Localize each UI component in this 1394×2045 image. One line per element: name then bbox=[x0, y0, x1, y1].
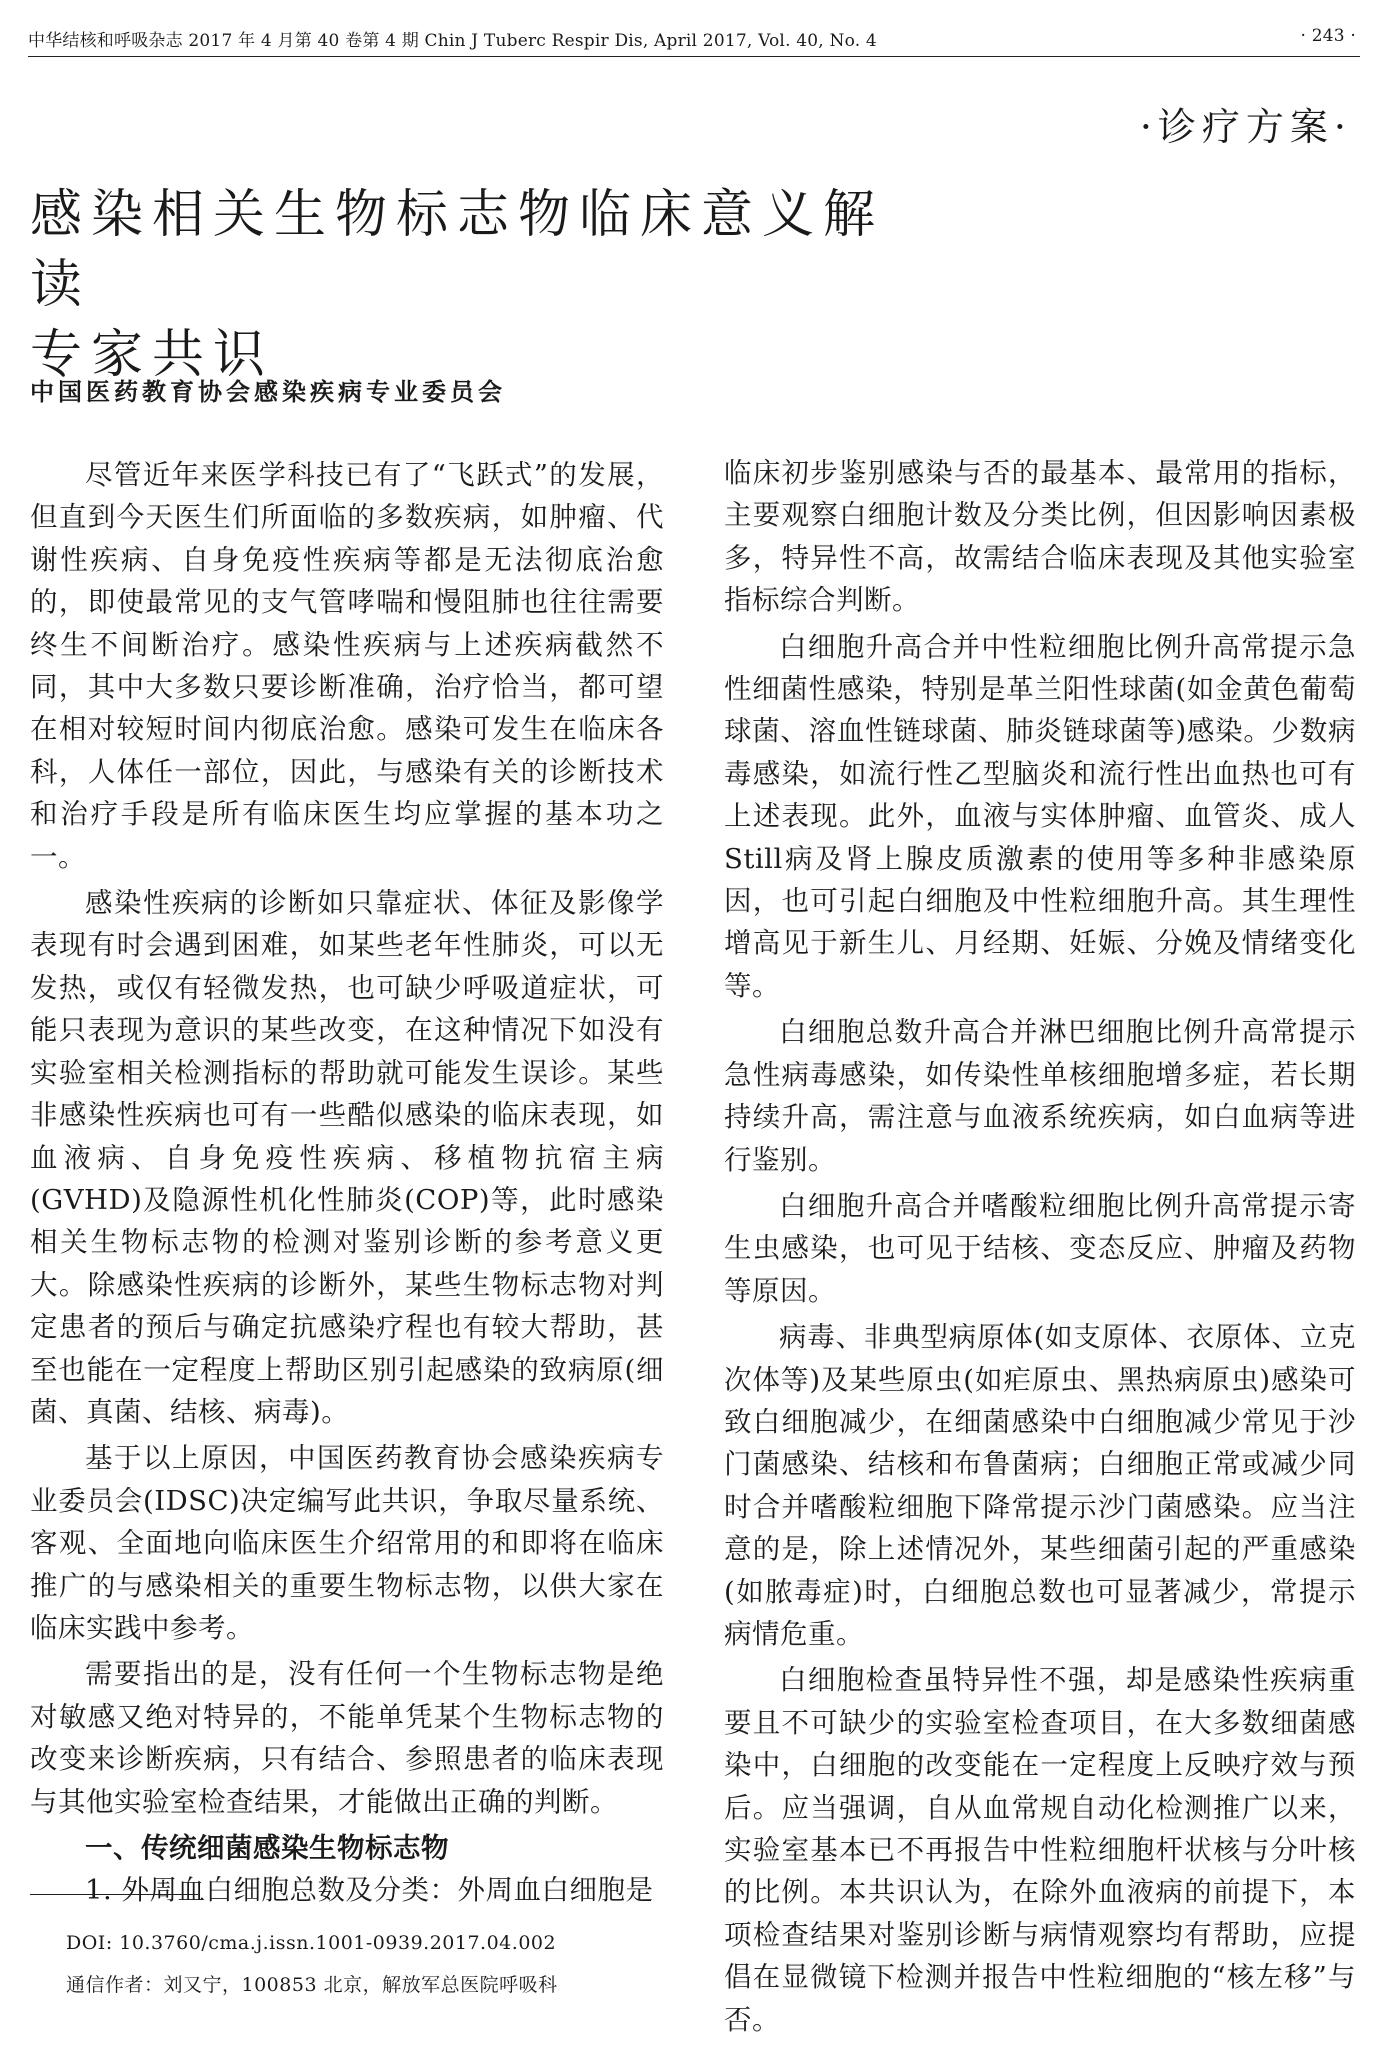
paragraph: 感染性疾病的诊断如只靠症状、体征及影像学表现有时会遇到困难，如某些老年性肺炎，可以无发热，或仅有轻微发热，也可缺少呼吸道症状，可能只表现为意识的某些改变，在这种情况下如没有实验室相关检测指标的帮助就可能发生误诊。某些非感染性疾病也可有一些酷似感染的临床表现，如血液病、自身免疫性疾病、移植物抗宿主病(GVHD)及隐源性机化性肺炎(COP)等，此时感染相关生物标志物的检测对鉴别诊断的参考意义更大。除感染性疾病的诊断外，某些生物标志物对判定患者的预后与确定抗感染疗程也有较大帮助，甚至也能在一定程度上帮助区别引起感染的致病原(细菌、真菌、结核、病毒)。 bbox=[30, 887, 664, 1428]
paragraph: 白细胞升高合并中性粒细胞比例升高常提示急性细菌性感染，特别是革兰阳性球菌(如金黄色葡萄球菌、溶血性链球菌、肺炎链球菌等)感染。少数病毒感染，如流行性乙型脑炎和流行性出血热也可有上述表现。此外，血液与实体肿瘤、血管炎、成人Still病及肾上腺皮质激素的使用等多种非感染原因，也可引起白细胞及中性粒细胞升高。其生理性增高见于新生儿、月经期、妊娠、分娩及情绪变化等。 bbox=[724, 630, 1356, 1002]
left-column bbox=[30, 454, 664, 1912]
paragraph: 白细胞总数升高合并淋巴细胞比例升高常提示急性病毒感染，如传染性单核细胞增多症，若长期持续升高，需注意与血液系统疾病，如白血病等进行鉴别。 bbox=[724, 1016, 1356, 1176]
doi: DOI: 10.3760/cma.j.issn.1001-0939.2017.04.002 bbox=[66, 1932, 557, 1954]
journal-citation: 中华结核和呼吸杂志 2017 年 4 月第 40 卷第 4 期 Chin J Tuberc Respir Dis, April 2017, Vol. 40, No. 4 bbox=[28, 31, 877, 51]
paragraph: 基于以上原因，中国医药教育协会感染疾病专业委员会(IDSC)决定编写此共识，争取尽量系统、客观、全面地向临床医生介绍常用的和即将在临床推广的与感染相关的重要生物标志物，以供大家在临床实践中参考。 bbox=[30, 1442, 664, 1644]
footnote-rule bbox=[30, 1894, 198, 1895]
section-heading: 一、传统细菌感染生物标志物 bbox=[85, 1832, 449, 1864]
page-number: · 243 · bbox=[1300, 26, 1356, 46]
right-column bbox=[724, 452, 1356, 2045]
author-organization: 中国医药教育协会感染疾病专业委员会 bbox=[30, 377, 506, 406]
footnotes bbox=[66, 1922, 558, 2006]
paragraph: 白细胞升高合并嗜酸粒细胞比例升高常提示寄生虫感染，也可见于结核、变态反应、肿瘤及药物等原因。 bbox=[724, 1189, 1356, 1307]
paragraph: 临床初步鉴别感染与否的最基本、最常用的指标，主要观察白细胞计数及分类比例，但因影响因素极多，特异性不高，故需结合临床表现及其他实验室指标综合判断。 bbox=[724, 457, 1356, 617]
paragraph: 尽管近年来医学科技已有了“飞跃式”的发展，但直到今天医生们所面临的多数疾病，如肿瘤、代谢性疾病、自身免疫性疾病等都是无法彻底治愈的，即使最常见的支气管哮喘和慢阻肺也往往需要终生不间断治疗。感染性疾病与上述疾病截然不同，其中大多数只要诊断准确，治疗恰当，都可望在相对较短时间内彻底治愈。感染可发生在临床各科，人体任一部位，因此，与感染有关的诊断技术和治疗手段是所有临床医生均应掌握的基本功之一。 bbox=[30, 459, 664, 873]
paragraph: 病毒、非典型病原体(如支原体、衣原体、立克次体等)及某些原虫(如疟原虫、黑热病原虫)感染可致白细胞减少，在细菌感染中白细胞减少常见于沙门菌感染、结核和布鲁菌病；白细胞正常或减少同时合并嗜酸粒细胞下降常提示沙门菌感染。应当注意的是，除上述情况外，某些细菌引起的严重感染(如脓毒症)时，白细胞总数也可显著减少，常提示病情危重。 bbox=[724, 1321, 1356, 1650]
title-line-2: 专家共识 bbox=[30, 325, 275, 385]
section-tag: ·诊疗方案· bbox=[1139, 105, 1352, 149]
paragraph: 白细胞检查虽特异性不强，却是感染性疾病重要且不可缺少的实验室检查项目，在大多数细菌感染中，白细胞的改变能在一定程度上反映疗效与预后。应当强调，自从血常规自动化检测推广以来，实验室基本已不再报告中性粒细胞杆状核与分叶核的比例。本共识认为，在除外血液病的前提下，本项检查结果对鉴别诊断与病情观察均有帮助，应提倡在显微镜下检测并报告中性粒细胞的“核左移”与否。 bbox=[724, 1664, 1356, 2036]
paragraph: 需要指出的是，没有任何一个生物标志物是绝对敏感又绝对特异的，不能单凭某个生物标志物的改变来诊断疾病，只有结合、参照患者的临床表现与其他实验室检查结果，才能做出正确的判断。 bbox=[30, 1658, 664, 1818]
correspondence: 通信作者：刘又宁，100853 北京，解放军总医院呼吸科 bbox=[66, 1974, 558, 1996]
paragraph: 1. 外周血白细胞总数及分类：外周血白细胞是 bbox=[85, 1874, 654, 1907]
article-title bbox=[30, 180, 930, 390]
title-line-1: 感染相关生物标志物临床意义解读 bbox=[30, 185, 885, 315]
running-header bbox=[28, 22, 1360, 57]
